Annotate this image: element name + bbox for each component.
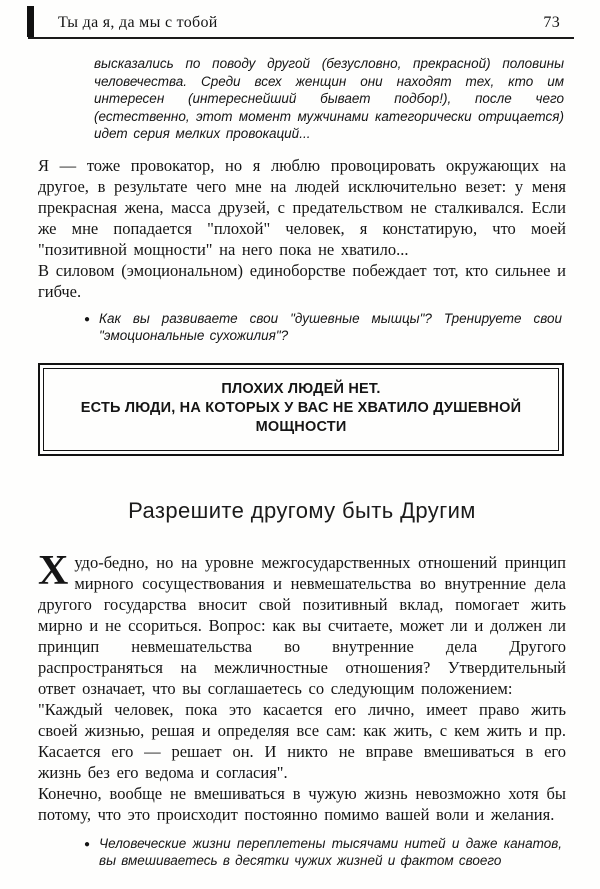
bullet-note-text: Человеческие жизни переплетены тысячами нитей и даже канатов, вы вмешиваетесь в десятки чужих жизней и фактом своего	[99, 835, 562, 868]
paragraph-provocateur: Я — тоже провокатор, но я люблю провоцировать окружающих на другое, в результате чего мне на людей исключительно везет: у меня прекрасная жена, масса друзей, с предательством не сталкивался. Если же мне попадается "плохой" человек, я констатирую, что моей "позитивной мощности" на него пока не хватило...	[38, 155, 566, 259]
paragraph-quote: "Каждый человек, пока это касается его лично, имеет право жить своей жизнью, решая и определяя все сам: как жить, с кем жить и пр. Касается его — решает он. И никто не вправе вмешиваться в его жизнь без его ведома и согласия".	[38, 699, 566, 782]
section-title: Разрешите другому быть Другим	[128, 497, 476, 523]
bullet-question	[84, 310, 562, 345]
running-title: Ты да я, да мы с тобой	[58, 14, 218, 31]
page-number: 73	[543, 14, 560, 31]
scan-corner-mark	[27, 6, 34, 37]
carryover-paragraph: высказались по поводу другой (безусловно, прекрасной) половины человечества. Среди всех женщин они находят тех, кто им интересен (интереснейший бывает подбор!), после чего (естественно, этот момент мужчинами категорически отрицается) идет серия мелких провокаций...	[94, 56, 564, 141]
paragraph-conclusion: Конечно, вообще не вмешиваться в чужую жизнь невозможно хотя бы потому, что это происходит постоянно помимо вашей воли и желания.	[38, 783, 566, 824]
callout-box-inner	[43, 368, 559, 451]
callout-line-2: ЕСТЬ ЛЮДИ, НА КОТОРЫХ У ВАС НЕ ХВАТИЛО ДУШЕВНОЙ МОЩНОСТИ	[80, 399, 522, 435]
bullet-question-text: Как вы развиваете свои "душевные мышцы"? Тренируете свои "эмоциональные сухожилия"?	[99, 310, 562, 343]
bullet-icon: ●	[84, 838, 91, 850]
page-header	[38, 12, 566, 32]
bullet-note	[84, 835, 562, 870]
bullet-icon: ●	[84, 313, 91, 325]
paragraph-nonintervention-text: удо-бедно, но на уровне межгосударственных отношений принцип мирного сосуществования и невмешательства во внутренние дела другого государства вносит свой позитивный вклад, помогает жить мирно и не ссориться. Вопрос: как вы считаете, может ли и должен ли принцип невмешательства во внутренние дела Другого распространяться на межличностные отношения? Утвердительный ответ означает, что вы соглашаетесь со следующим положением:	[38, 552, 566, 698]
header-rule	[28, 37, 574, 39]
dropcap-letter: Х	[38, 547, 69, 594]
paragraph-power-struggle: В силовом (эмоциональном) единоборстве побеждает тот, кто сильнее и гибче.	[38, 260, 566, 301]
callout-box	[38, 363, 564, 456]
paragraph-nonintervention	[38, 547, 566, 699]
callout-line-1: ПЛОХИХ ЛЮДЕЙ НЕТ.	[221, 380, 381, 397]
